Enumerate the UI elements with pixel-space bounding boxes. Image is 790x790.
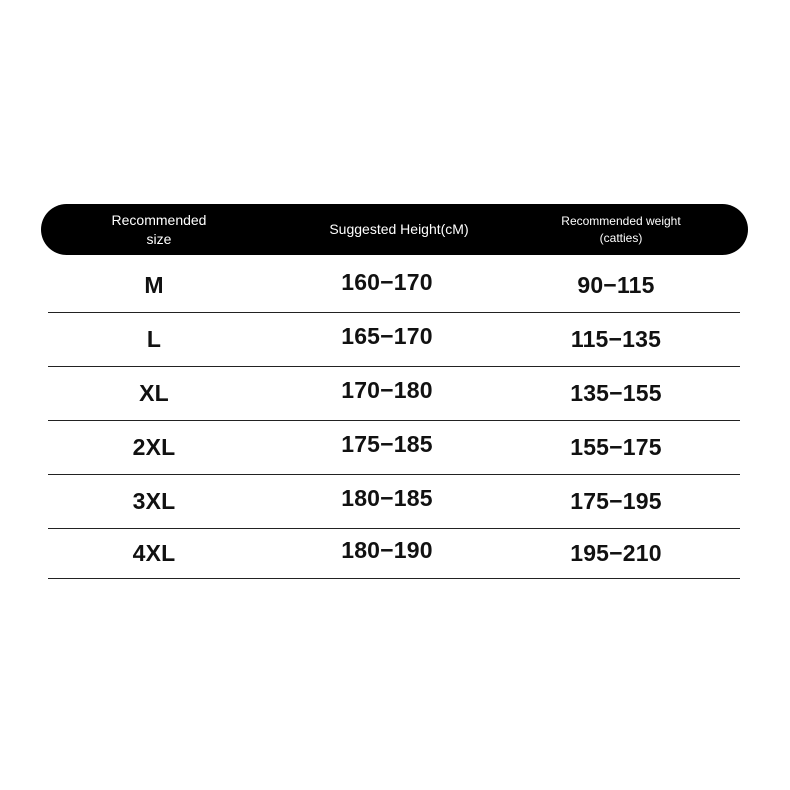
height-cell: 180−190 [341, 537, 433, 563]
height-cell: 175−185 [341, 431, 433, 457]
height-cell: 180−185 [341, 485, 433, 511]
weight-cell: 175−195 [570, 488, 662, 514]
header-size-line1: Recommended [111, 211, 207, 228]
weight-cell: 155−175 [570, 434, 662, 460]
header-weight [531, 204, 711, 255]
table-header [41, 204, 748, 255]
header-height [289, 204, 509, 255]
height-cell: 170−180 [341, 377, 433, 403]
weight-cell: 135−155 [570, 380, 662, 406]
size-cell: XL [139, 380, 169, 406]
height-cell: 165−170 [341, 323, 433, 349]
height-cell: 160−170 [341, 269, 433, 295]
header-weight-line1: Recommended weight [561, 214, 681, 229]
weight-cell: 90−115 [577, 272, 655, 298]
size-cell: L [146, 326, 162, 352]
table-row [48, 367, 740, 421]
size-cell: 4XL [132, 540, 176, 566]
table-row [48, 421, 740, 475]
header-size-line2: size [146, 230, 172, 247]
size-cell: 3XL [132, 488, 176, 514]
size-cell: M [144, 272, 164, 298]
table-row [48, 313, 740, 367]
size-cell: 2XL [132, 434, 176, 460]
weight-cell: 115−135 [570, 326, 662, 352]
table-row [48, 259, 740, 313]
header-height-label: Suggested Height(cM) [329, 221, 469, 238]
table-row [48, 475, 740, 529]
weight-cell: 195−210 [570, 540, 662, 566]
header-size [89, 204, 229, 255]
table-row [48, 529, 740, 579]
header-weight-line2: (catties) [599, 230, 643, 245]
